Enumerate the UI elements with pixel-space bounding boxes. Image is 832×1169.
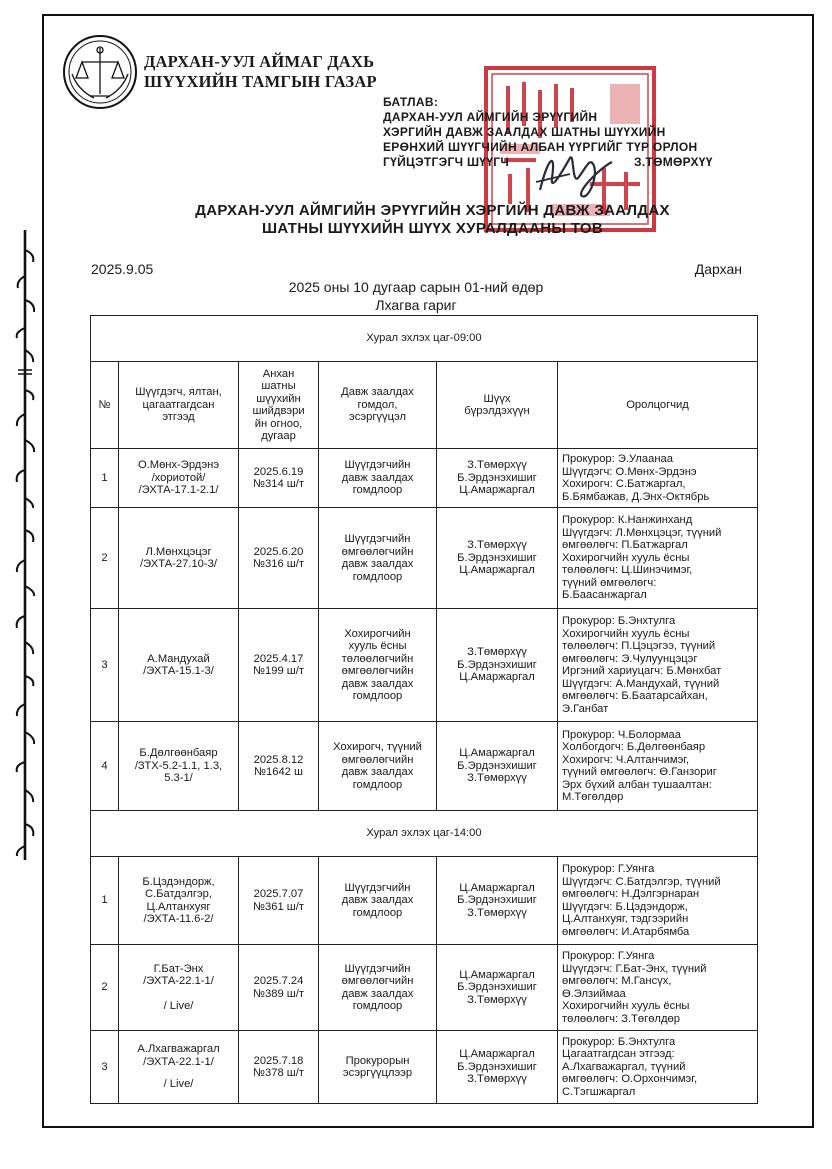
- cell-line: өмгөөлөгчийн: [341, 975, 414, 987]
- mongolian-script-column: [12, 230, 38, 860]
- cell-line: Ц.Амаржаргал: [459, 484, 535, 497]
- cell-line: Хохирогчийн хууль ёсны: [562, 627, 690, 640]
- cell-line: өмгөөлөгчийн: [341, 545, 414, 558]
- row-number: 4: [91, 722, 119, 811]
- session-header-row: [91, 811, 758, 857]
- cell-line: №389 ш/т: [253, 987, 304, 1000]
- cell-line: Б.Эрдэнэхишиг: [457, 1060, 537, 1073]
- appeal-cell: [319, 722, 437, 811]
- organization-name: [144, 52, 377, 92]
- col-header-participants: Оролцогчид: [558, 362, 758, 449]
- cell-line: Прокурор: Г.Уянга: [562, 950, 655, 962]
- cell-line: 2025.6.19: [253, 465, 304, 478]
- cell-line: З.Төмөрхүү: [467, 459, 527, 472]
- cell-line: Хохирогчийн хууль ёсны: [562, 551, 690, 564]
- cell-line: З.Төмөрхүү: [467, 1073, 527, 1086]
- cell-line: өмгөөлөгч: Э.Чулуунцэцэг: [562, 652, 698, 665]
- approval-line-2: ХЭРГИЙН ДАВЖ ЗААЛДАХ ШАТНЫ ШҮҮХИЙН: [383, 125, 666, 139]
- header-text: шийдвэри: [252, 405, 305, 417]
- cell-line: гомдлоор: [352, 906, 403, 919]
- cell-line: А.Лхагважаргал, түүний: [562, 1060, 686, 1073]
- cell-line: төлөөлөгч: П.Цэцэгээ, түүний: [562, 640, 716, 652]
- defendant-cell: [119, 722, 239, 811]
- approval-line-3: ЕРӨНХИЙ ШҮҮГЧИЙН АЛБАН ҮҮРГИЙГ ТҮР ОРЛОН: [383, 140, 698, 154]
- row-number: 1: [91, 449, 119, 508]
- cell-line: Б.Эрдэнэхишиг: [457, 759, 537, 772]
- cell-line: эсэргүүцлээр: [342, 1067, 413, 1079]
- cell-line: [122, 988, 235, 1000]
- table-row: [91, 449, 758, 508]
- cell-line: №1642 ш: [254, 766, 303, 778]
- cell-line: Иргэний хариуцагч: Б.Мөнхбат: [562, 665, 722, 677]
- cell-line: давж заалдах: [341, 677, 414, 690]
- cell-line: Б.Эрдэнэхишиг: [457, 894, 537, 907]
- cell-line: өмгөөлөгч: И.Атарбямба: [562, 925, 690, 938]
- cell-line: өмгөөлөгчийн: [341, 665, 414, 677]
- cell-line: түүний өмгөөлөгч: Ө.Ганзориг: [562, 766, 717, 778]
- cell-line: Ц.Амаржаргал: [459, 1048, 535, 1061]
- cell-line: Шүүгдэгч: А.Мандухай, түүний: [562, 677, 720, 690]
- cell-line: Ц.Алтанхуяг: [146, 900, 211, 913]
- participants-cell: [558, 722, 758, 811]
- appeal-cell: [319, 609, 437, 722]
- cell-line: Прокурор: Э.Улаанаа: [562, 453, 673, 465]
- cell-line: С.Тэгшжаргал: [562, 1085, 636, 1098]
- cell-line: /ЗТХ-5.2-1.1, 1.3,: [134, 759, 223, 772]
- cell-line: З.Төмөрхүү: [467, 772, 527, 785]
- title-line-2: ШАТНЫ ШҮҮХИЙН ШҮҮХ ХУРАЛДААНЫ ТОВ: [261, 220, 604, 237]
- cell-line: өмгөөлөгчийн: [341, 753, 414, 766]
- cell-line: Б.Эрдэнэхишиг: [457, 551, 537, 564]
- session-2-start-time: Хурал эхлэх цаг-14:00: [91, 811, 758, 857]
- cell-line: Б.Бямбажав, Д.Энх-Октябрь: [562, 490, 710, 503]
- cell-line: Шүүгдэгч: Г.Бат-Энх, түүний: [562, 962, 707, 975]
- appeal-cell: [319, 508, 437, 609]
- cell-line: төлөөлөгч: З.Төгөлдөр: [562, 1012, 680, 1025]
- decision-cell: [239, 508, 319, 609]
- cell-line: давж заалдах: [341, 987, 414, 1000]
- cell-line: давж заалдах: [341, 471, 414, 484]
- cell-line: 2025.7.24: [253, 975, 304, 987]
- row-number: 3: [91, 609, 119, 722]
- session-header-row: [91, 316, 758, 362]
- cell-line: 2025.7.18: [253, 1054, 304, 1067]
- cell-line: давж заалдах: [341, 766, 414, 778]
- title-line-1: ДАРХАН-УУЛ АЙМГИЙН ЭРҮҮГИЙН ХЭРГИЙН ДАВЖ ЗААЛДАХ: [195, 202, 670, 219]
- cell-line: Шүүгдэгчийн: [344, 459, 411, 472]
- col-header-no: №: [91, 362, 119, 449]
- approval-line-1: ДАРХАН-УУЛ АЙМГИЙН ЭРҮҮГИЙН: [383, 110, 598, 124]
- defendant-cell: [119, 1031, 239, 1104]
- defendant-cell: [119, 857, 239, 945]
- header-text: Шүүгдэгч, ялтан,: [135, 386, 222, 399]
- cell-line: / Live/: [163, 1078, 194, 1091]
- cell-line: Прокурор: Ч.Болормаа: [562, 728, 681, 741]
- cell-line: З.Төмөрхүү: [467, 906, 527, 919]
- header-text: этгээд: [162, 411, 195, 424]
- cell-line: гомдлоор: [352, 1000, 403, 1012]
- cell-line: А.Мандухай: [147, 652, 210, 665]
- court-emblem: [62, 34, 138, 110]
- cell-line: М.Төгөлдөр: [562, 791, 624, 803]
- cell-line: Шүүгдэгч: Л.Мөнхцэцэг, түүний: [562, 526, 722, 539]
- cell-line: О.Мөнх-Эрдэнэ: [137, 459, 220, 472]
- panel-cell: [437, 945, 558, 1031]
- cell-line: 2025.7.07: [253, 888, 304, 900]
- decision-cell: [239, 945, 319, 1031]
- header-text: Анхан: [262, 367, 295, 380]
- cell-line: /хориотой/: [151, 471, 206, 484]
- org-line-1: ДАРХАН-УУЛ АЙМАГ ДАХЬ: [144, 52, 375, 71]
- document-city: Дархан: [694, 261, 742, 277]
- cell-line: Шүүгдэгчийн: [344, 962, 411, 975]
- cell-line: өмгөөлөгч: М.Гансүх,: [562, 975, 672, 987]
- org-line-2: ШҮҮХИЙН ТАМГЫН ГАЗАР: [144, 72, 377, 91]
- panel-cell: [437, 1031, 558, 1104]
- cell-line: Шүүгдэгч: О.Мөнх-Эрдэнэ: [562, 465, 697, 478]
- table-row: [91, 508, 758, 609]
- cell-line: Ц.Амаржаргал: [459, 564, 535, 577]
- cell-line: давж заалдах: [341, 894, 414, 907]
- cell-line: / Live/: [163, 999, 194, 1012]
- cell-line: Шүүгдэгчийн: [344, 881, 411, 894]
- cell-line: Б.Эрдэнэхишиг: [457, 981, 537, 994]
- cell-line: Ө.Элзиймаа: [562, 987, 626, 1000]
- cell-line: Б.Эрдэнэхишиг: [457, 471, 537, 484]
- panel-cell: [437, 508, 558, 609]
- header-text: Давж заалдах: [341, 386, 414, 399]
- cell-line: Прокурорын: [345, 1054, 410, 1067]
- header-text: йн огноо,: [254, 417, 303, 430]
- cell-line: Хохирогчийн: [344, 627, 411, 640]
- session-weekday: Лхагва гариг: [375, 297, 457, 313]
- col-header-appeal: [319, 362, 437, 449]
- cell-line: Холбогдогч: Б.Дөлгөөнбаяр: [562, 741, 706, 753]
- cell-line: Б.Баасанжаргал: [562, 589, 647, 602]
- cell-line: давж заалдах: [341, 558, 414, 570]
- header-text: гомдол,: [357, 398, 398, 411]
- defendant-cell: [119, 449, 239, 508]
- cell-line: З.Төмөрхүү: [467, 539, 527, 552]
- cell-line: гомдлоор: [352, 778, 403, 791]
- cell-line: С.Батдэлгэр,: [144, 888, 213, 900]
- row-number: 2: [91, 945, 119, 1031]
- participants-cell: [558, 857, 758, 945]
- cell-line: Прокурор: Г.Уянга: [562, 863, 655, 875]
- cell-line: гомдлоор: [352, 484, 403, 497]
- col-header-defendant: [119, 362, 239, 449]
- approval-signer: З.ТӨМӨРХҮҮ: [634, 155, 713, 169]
- cell-line: Прокурор: Б.Энхтулга: [562, 1035, 676, 1048]
- table-row: [91, 609, 758, 722]
- decision-cell: [239, 609, 319, 722]
- cell-line: Хохирогчийн хууль ёсны: [562, 1000, 690, 1012]
- cell-line: Хохирогч: С.Батжаргал,: [562, 478, 686, 490]
- cell-line: Б.Эрдэнэхишиг: [457, 658, 537, 671]
- participants-cell: [558, 1031, 758, 1104]
- cell-line: Б.Цэдэндорж,: [142, 875, 215, 888]
- table-row: [91, 857, 758, 945]
- header-text: дугаар: [261, 430, 296, 442]
- cell-line: /ЭХТА-15.1-3/: [143, 665, 214, 677]
- cell-line: №199 ш/т: [253, 665, 304, 677]
- cell-line: /ЭХТА-22.1-1/: [143, 975, 214, 988]
- cell-line: Хохирогч, түүний: [333, 741, 422, 753]
- cell-line: гомдлоор: [352, 690, 403, 702]
- cell-line: Ц.Амаржаргал: [459, 881, 535, 894]
- cell-line: Ц.Амаржаргал: [459, 968, 535, 981]
- handwritten-signature: [530, 138, 620, 204]
- decision-cell: [239, 449, 319, 508]
- cell-line: төлөөлөгч: Ц.Шинэчимэг,: [562, 564, 693, 577]
- approval-label: БАТЛАВ:: [383, 95, 439, 109]
- table-row: [91, 1031, 758, 1104]
- panel-cell: [437, 609, 558, 722]
- cell-line: өмгөөлөгч: Н.Дэлгэрнаран: [562, 888, 700, 900]
- decision-cell: [239, 857, 319, 945]
- panel-cell: [437, 449, 558, 508]
- participants-cell: [558, 609, 758, 722]
- cell-line: /ЭХТА-27.10-3/: [140, 558, 217, 570]
- cell-line: түүний өмгөөлөгч:: [562, 576, 657, 589]
- cell-line: З.Төмөрхүү: [467, 646, 527, 659]
- cell-line: /ЭХТА-11.6-2/: [143, 913, 214, 925]
- cell-line: 2025.6.20: [253, 545, 304, 558]
- cell-line: төлөөлөгчийн: [341, 652, 414, 665]
- row-number: 3: [91, 1031, 119, 1104]
- header-text: Шүүх: [483, 392, 511, 405]
- decision-cell: [239, 1031, 319, 1104]
- col-header-panel: [437, 362, 558, 449]
- header-text: эсэргүүцэл: [348, 411, 407, 424]
- approval-line-4: ГҮЙЦЭТГЭГЧ ШҮҮГЧ: [383, 155, 510, 169]
- cell-line: /ЭХТА-22.1-1/: [143, 1055, 214, 1068]
- cell-line: хууль ёсны: [348, 640, 407, 652]
- cell-line: /ЭХТА-17.1-2.1/: [138, 484, 219, 497]
- cell-line: 5.3-1/: [164, 772, 193, 785]
- row-number: 2: [91, 508, 119, 609]
- defendant-cell: [119, 609, 239, 722]
- appeal-cell: [319, 945, 437, 1031]
- appeal-cell: [319, 1031, 437, 1104]
- row-number: 1: [91, 857, 119, 945]
- cell-line: 2025.4.17: [253, 652, 304, 665]
- cell-line: Ц.Амаржаргал: [459, 671, 535, 684]
- cell-line: Прокурор: Б.Энхтулга: [562, 615, 676, 627]
- table-row: [91, 945, 758, 1031]
- cell-line: Ц.Алтанхуяг, тэдгээрийн: [562, 913, 689, 925]
- col-header-first-instance: [239, 362, 319, 449]
- cell-line: №361 ш/т: [253, 900, 304, 913]
- cell-line: өмгөөлөгч: О.Орхончимэг,: [562, 1073, 698, 1086]
- cell-line: Шүүгдэгчийн: [344, 533, 411, 545]
- decision-cell: [239, 722, 319, 811]
- cell-line: Ц.Амаржаргал: [459, 747, 535, 760]
- participants-cell: [558, 449, 758, 508]
- header-text: бүрэлдэхүүн: [464, 405, 530, 417]
- session-date: 2025 оны 10 дугаар сарын 01-ний өдөр: [288, 279, 544, 295]
- cell-line: З.Төмөрхүү: [467, 993, 527, 1006]
- session-1-start-time: Хурал эхлэх цаг-09:00: [91, 316, 758, 362]
- cell-line: [122, 1068, 235, 1078]
- cell-line: Прокурор: К.Нанжинханд: [562, 514, 693, 527]
- document-title: [150, 202, 715, 238]
- appeal-cell: [319, 449, 437, 508]
- cell-line: Г.Бат-Энх: [153, 962, 204, 975]
- cell-line: Шүүгдэгч: С.Батдэлгэр, түүний: [562, 875, 721, 888]
- document-date: 2025.9.05: [91, 261, 154, 277]
- panel-cell: [437, 857, 558, 945]
- cell-line: Шүүгдэгч: Б.Цэдэндорж,: [562, 900, 688, 913]
- defendant-cell: [119, 945, 239, 1031]
- hearing-schedule-table: [90, 315, 758, 1104]
- cell-line: өмгөөлөгч: П.Батжаргал: [562, 539, 688, 552]
- mongolian-script-image: [12, 230, 38, 860]
- participants-cell: [558, 508, 758, 609]
- cell-line: Э.Ганбат: [562, 702, 609, 715]
- appeal-cell: [319, 857, 437, 945]
- participants-cell: [558, 945, 758, 1031]
- cell-line: Цагаатгагдсан этгээд:: [562, 1048, 675, 1061]
- cell-line: өмгөөлөгч: Б.Баатарсайхан,: [562, 690, 708, 702]
- cell-line: Эрх бүхий албан тушаалтан:: [562, 778, 712, 791]
- cell-line: №316 ш/т: [253, 558, 304, 570]
- cell-line: №314 ш/т: [253, 478, 304, 490]
- header-text: шатны: [261, 380, 296, 392]
- table-row: [91, 722, 758, 811]
- cell-line: Б.Дөлгөөнбаяр: [139, 747, 218, 760]
- cell-line: 2025.8.12: [253, 753, 304, 766]
- panel-cell: [437, 722, 558, 811]
- header-text: шүүхийн: [256, 392, 301, 405]
- cell-line: Л.Мөнхцэцэг: [145, 545, 212, 558]
- defendant-cell: [119, 508, 239, 609]
- cell-line: №378 ш/т: [253, 1067, 304, 1079]
- cell-line: Хохирогч: Ч.Алтанчимэг,: [562, 753, 690, 766]
- header-text: цагаатгагдсан: [142, 398, 215, 411]
- cell-line: А.Лхагважаргал: [137, 1043, 220, 1056]
- table-header-row: [91, 362, 758, 449]
- cell-line: гомдлоор: [352, 570, 403, 583]
